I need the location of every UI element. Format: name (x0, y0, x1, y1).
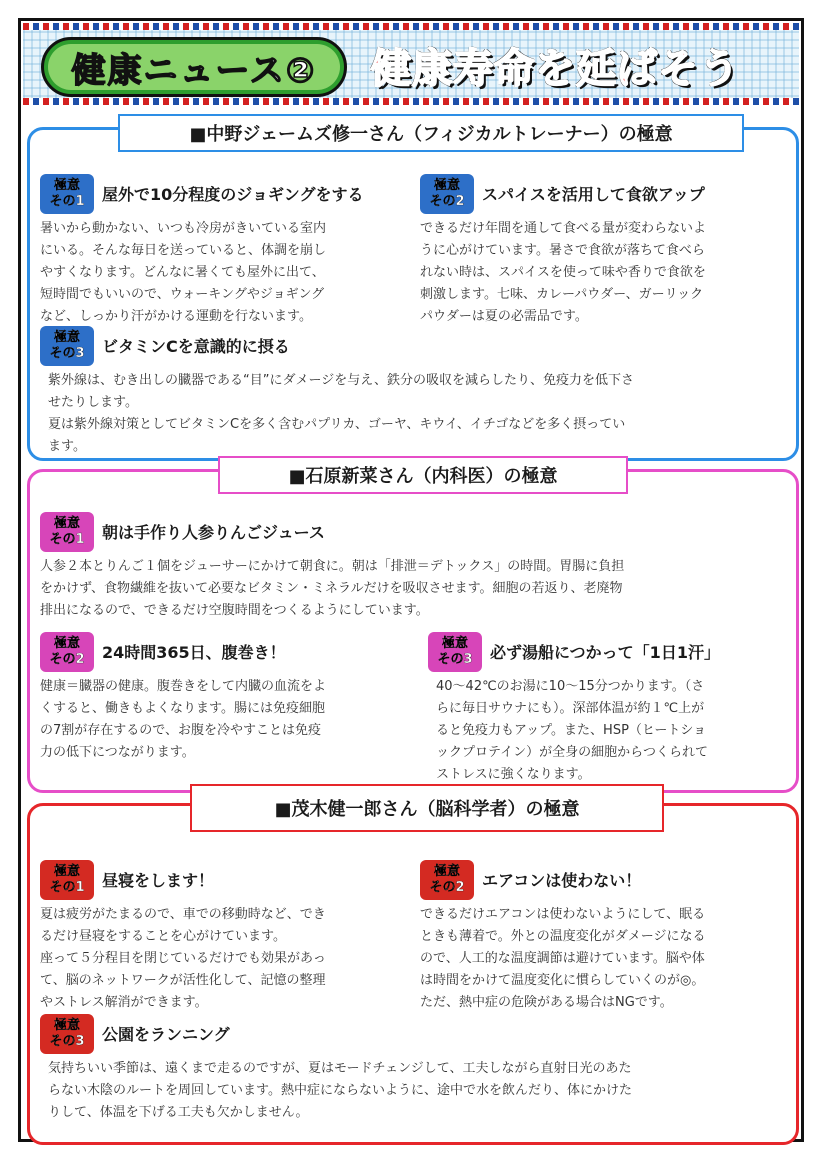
body-line: 気持ちいい季節は、遠くまで走るのですが、夏はモードチェンジして、工夫しながら直射日光のあた (48, 1061, 632, 1076)
tip-title: 24時間365日、腹巻き！ (102, 643, 286, 662)
body-line: 力の低下につながります。 (40, 745, 195, 760)
body-line: は時間をかけて温度変化に慣らしていくのが◎。 (420, 973, 705, 988)
badge-number: その2 (429, 880, 465, 895)
body-line: 健康＝臓器の健康。腹巻きをして内臓の血流をよ (40, 679, 327, 694)
body-line: 刺激します。七味、カレーパウダー、ガーリック (420, 287, 704, 302)
tip-title: ビタミンCを意識的に摂る (102, 337, 290, 356)
body-line: 人参２本とりんご１個をジューサーにかけて朝食に。朝は「排泄＝デトックス」の時間。胃腸に負担 (40, 559, 625, 574)
tip-title: 必ず湯船につかって「1日1汗」 (490, 643, 720, 662)
header-banner (23, 23, 799, 105)
tip-card (40, 512, 790, 632)
body-line: やすくなります。どんなに暑くても屋外に出て、 (40, 265, 325, 280)
badge-number: その2 (429, 194, 465, 209)
tip-badge (40, 326, 94, 366)
tip-badge (420, 860, 474, 900)
newsletter-page (18, 18, 804, 1142)
body-line: れない時は、スパイスを使って味や香りで食欲を (420, 265, 706, 280)
tip-body (40, 556, 624, 622)
body-line: らに毎日サウナにも）。深部体温が約１℃上が (436, 701, 705, 716)
badge-word: 極意 (53, 178, 80, 193)
tip-title: 朝は手作り人参りんごジュース (102, 523, 325, 542)
tip-body (420, 218, 706, 328)
tip-card (40, 174, 410, 324)
body-line: せたりします。 (48, 395, 138, 410)
page-headline: 健康寿命を延ばそう (371, 46, 740, 92)
badge-number: その3 (49, 346, 85, 361)
body-line: やストレス解消ができます。 (40, 995, 208, 1010)
header-stripe-top (23, 23, 799, 30)
tip-title: 屋外で10分程度のジョギングをする (102, 185, 364, 204)
section-title: ■石原新菜さん（内科医）の極意 (218, 456, 628, 494)
tip-body (420, 904, 705, 1014)
section-title: ■中野ジェームズ修一さん（フィジカルトレーナー）の極意 (118, 114, 744, 152)
body-line: できるだけエアコンは使わないようにして、眠る (420, 907, 706, 922)
tip-card (420, 174, 790, 324)
tip-badge (40, 632, 94, 672)
body-line: 排出になるので、できるだけ空腹時間をつくるようにしています。 (40, 603, 429, 618)
body-line: 座って５分程目を閉じているだけでも効果があっ (40, 951, 326, 966)
body-line: 夏は紫外線対策としてビタミンCを多く含むパプリカ、ゴーヤ、キウイ、イチゴなどを多く摂ってい (48, 417, 626, 432)
tip-card (428, 632, 788, 782)
tip-card (40, 860, 410, 1010)
body-line: にいる。そんな毎日を送っていると、体調を崩し (40, 243, 327, 258)
badge-word: 極意 (441, 636, 468, 651)
badge-word: 極意 (53, 636, 80, 651)
badge-word: 極意 (53, 1018, 80, 1033)
body-line: ただ、熱中症の危険がある場合はNGです。 (420, 995, 673, 1010)
body-line: の7割が存在するので、お腹を冷やすことは免疫 (40, 723, 322, 738)
tip-card (40, 632, 420, 772)
body-line: らない木陰のルートを周回しています。熱中症にならないように、途中で水を飲んだり、体にかけた (48, 1083, 632, 1098)
body-line: りして、体温を下げる工夫も欠かしません。 (48, 1105, 309, 1120)
body-line: るだけ昼寝をすることを心がけています。 (40, 929, 286, 944)
body-line: ストレスに強くなります。 (436, 767, 591, 782)
body-line: をかけず、食物繊維を抜いて必要なビタミン・ミネラルだけを吸収させます。細胞の若返り、老廃物 (40, 581, 623, 596)
body-line: くすると、働きもよくなります。腸には免疫細胞 (40, 701, 325, 716)
tip-body (48, 1058, 632, 1124)
badge-number: その3 (49, 1034, 85, 1049)
section-ishihara (27, 466, 799, 793)
body-line: ックプロテイン）が全身の細胞からつくられて (436, 745, 708, 760)
tip-card (40, 326, 790, 454)
news-badge-label: 健康ニュース② (48, 44, 340, 90)
tip-title: 昼寝をします！ (102, 871, 215, 890)
body-line: など、しっかり汗がかける運動を行ないます。 (40, 309, 312, 324)
body-line: 紫外線は、むき出しの臓器である“目”にダメージを与え、鉄分の吸収を減らしたり、免疫力を低下さ (48, 373, 634, 388)
tip-body (40, 218, 326, 328)
tip-badge (40, 1014, 94, 1054)
body-line: ので、人工的な温度調節は避けています。脳や体 (420, 951, 705, 966)
badge-word: 極意 (53, 516, 80, 531)
tip-body (48, 370, 634, 458)
tip-body (436, 676, 708, 786)
tip-body (40, 904, 326, 1014)
tip-badge (40, 512, 94, 552)
body-line: うに心がけています。暑さで食欲が落ちて食べら (420, 243, 705, 258)
tip-badge (40, 174, 94, 214)
section-title: ■茂木健一郎さん（脳科学者）の極意 (190, 784, 664, 832)
body-line: ときも薄着で。外との温度変化がダメージになる (420, 929, 706, 944)
news-badge (41, 37, 347, 97)
section-nakano (27, 124, 799, 461)
body-line: 夏は疲労がたまるので、車での移動時など、でき (40, 907, 326, 922)
tip-badge (40, 860, 94, 900)
tip-card (420, 860, 790, 1010)
body-line: 短時間でもいいので、ウォーキングやジョギング (40, 287, 325, 302)
badge-number: その1 (49, 194, 85, 209)
body-line: 40〜42℃のお湯に10〜15分つかります。（さ (436, 679, 705, 694)
body-line: パウダーは夏の必需品です。 (420, 309, 588, 324)
tip-title: スパイスを活用して食欲アップ (482, 185, 705, 204)
body-line: できるだけ年間を通して食べる量が変わらないよ (420, 221, 707, 236)
badge-number: その3 (437, 652, 473, 667)
body-line: 暑いから動かない、いつも冷房がきいている室内 (40, 221, 327, 236)
badge-number: その1 (49, 532, 85, 547)
badge-number: その1 (49, 880, 85, 895)
badge-word: 極意 (433, 864, 460, 879)
body-line: て、脳のネットワークが活性化して、記憶の整理 (40, 973, 326, 988)
tip-card (40, 1014, 790, 1134)
badge-number: その2 (49, 652, 85, 667)
tip-title: 公園をランニング (102, 1025, 230, 1044)
body-line: ます。 (48, 439, 86, 454)
badge-word: 極意 (433, 178, 460, 193)
tip-title: エアコンは使わない！ (482, 871, 642, 890)
tip-badge (428, 632, 482, 672)
section-mogi (27, 799, 799, 1145)
badge-word: 極意 (53, 330, 80, 345)
badge-word: 極意 (53, 864, 80, 879)
tip-badge (420, 174, 474, 214)
tip-body (40, 676, 326, 764)
header-stripe-bottom (23, 98, 799, 105)
body-line: ると免疫力もアップ。また、HSP（ヒートショ (436, 723, 707, 738)
